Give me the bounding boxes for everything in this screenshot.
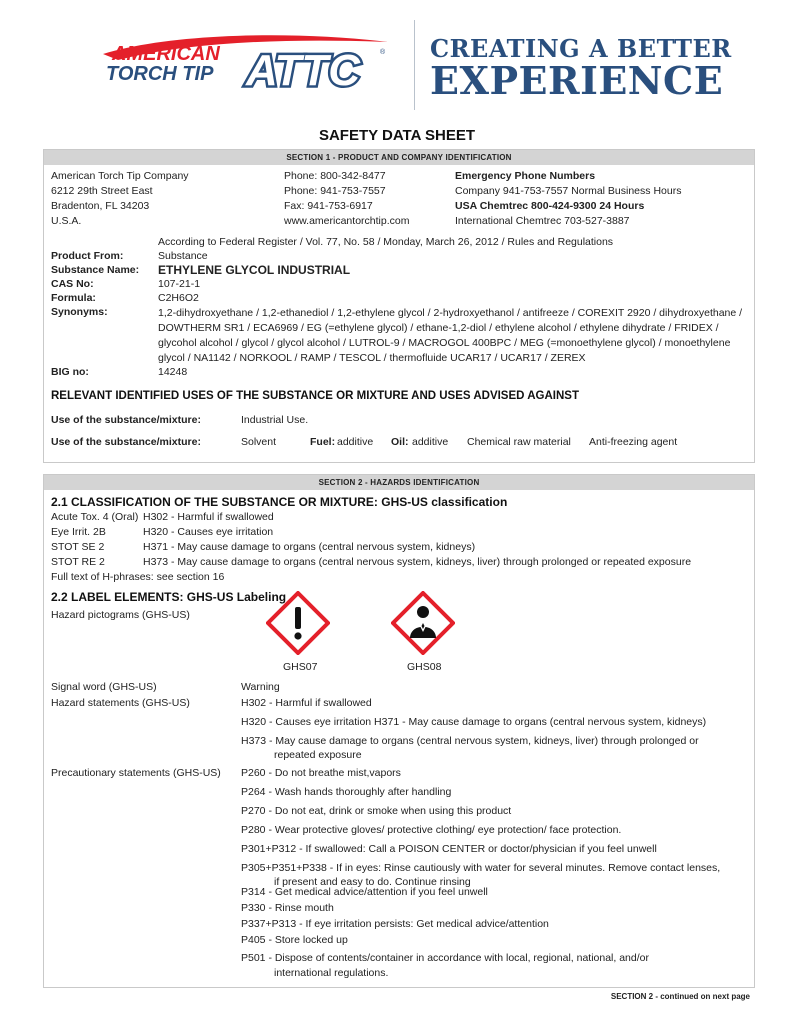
company-logo bbox=[98, 30, 398, 100]
logo-mark-attc: ATTC bbox=[246, 46, 361, 95]
use-label-2: Use of the substance/mixture: bbox=[51, 436, 201, 448]
pictogram-label-ghs07: GHS07 bbox=[283, 661, 318, 673]
contact-phone-1: Phone: 800-342-8477 bbox=[284, 170, 386, 182]
use-fuel-label: Fuel: bbox=[310, 436, 336, 448]
label-elements-title: 2.2 LABEL ELEMENTS: GHS-US Labeling bbox=[51, 590, 287, 604]
use-fuel-value: additive bbox=[337, 436, 374, 448]
section-1-heading: SECTION 1 - PRODUCT AND COMPANY IDENTIFICATION bbox=[44, 150, 754, 165]
hazard-statement-2: H320 - Causes eye irritation H371 - May cause damage to organs (central nervous system, kidneys) bbox=[241, 716, 707, 728]
class-cat-3: STOT SE 2 bbox=[51, 541, 105, 553]
uses-heading: RELEVANT IDENTIFIED USES OF THE SUBSTANCE OR MIXTURE AND USES ADVISED AGAINST bbox=[51, 390, 579, 402]
product-from-value: Substance bbox=[158, 250, 208, 262]
ghs07-exclamation-icon bbox=[266, 591, 330, 655]
use-oil-value: additive bbox=[412, 436, 449, 448]
use-antifreeze: Anti-freezing agent bbox=[589, 436, 678, 448]
tagline-line-1: CREATING A BETTER bbox=[430, 34, 732, 63]
precautionary-11-cont: international regulations. bbox=[274, 967, 389, 979]
logo-text-american: AMERICAN bbox=[112, 43, 220, 65]
formula-value: C2H6O2 bbox=[158, 292, 199, 304]
class-text-4: H373 - May cause damage to organs (central nervous system, kidneys, liver) through prolonged or repeated exposure bbox=[143, 556, 692, 568]
class-text-3: H371 - May cause damage to organs (central nervous system, kidneys) bbox=[143, 541, 476, 553]
emergency-line-2: USA Chemtrec 800-424-9300 24 Hours bbox=[455, 200, 645, 212]
company-name: American Torch Tip Company bbox=[51, 170, 189, 182]
svg-text:®: ® bbox=[380, 49, 386, 56]
precautionary-9: P337+P313 - If eye irritation persists: Get medical advice/attention bbox=[241, 918, 549, 930]
substance-name-value: ETHYLENE GLYCOL INDUSTRIAL bbox=[158, 263, 351, 277]
classification-title: 2.1 CLASSIFICATION OF THE SUBSTANCE OR MIXTURE: GHS-US classification bbox=[51, 495, 508, 509]
hazard-statement-1: H302 - Harmful if swallowed bbox=[241, 697, 372, 709]
company-city: Bradenton, FL 34203 bbox=[51, 200, 150, 212]
precautionary-11: P501 - Dispose of contents/container in accordance with local, regional, national, and/or bbox=[241, 952, 649, 964]
contact-website[interactable]: www.americantorchtip.com bbox=[284, 215, 410, 227]
class-text-1: H302 - Harmful if swallowed bbox=[143, 511, 274, 523]
use-oil-label: Oil: bbox=[391, 436, 409, 448]
precautionary-7: P314 - Get medical advice/attention if you feel unwell bbox=[241, 886, 488, 898]
substance-name-label: Substance Name: bbox=[51, 264, 140, 276]
product-from-label: Product From: bbox=[51, 250, 124, 262]
class-text-2: H320 - Causes eye irritation bbox=[143, 526, 274, 538]
formula-label: Formula: bbox=[51, 292, 96, 304]
hazard-statement-3: H373 - May cause damage to organs (central nervous system, kidneys, liver) through prolonged or bbox=[241, 735, 699, 747]
document-title: SAFETY DATA SHEET bbox=[318, 127, 476, 144]
emergency-title: Emergency Phone Numbers bbox=[455, 170, 596, 182]
use-value-1: Industrial Use. bbox=[241, 414, 309, 426]
precautionary-1: P260 - Do not breathe mist,vapors bbox=[241, 767, 401, 779]
hazard-statements-label: Hazard statements (GHS-US) bbox=[51, 697, 190, 709]
signal-word-label: Signal word (GHS-US) bbox=[51, 681, 157, 693]
company-country: U.S.A. bbox=[51, 215, 82, 227]
contact-fax: Fax: 941-753-6917 bbox=[284, 200, 373, 212]
class-cat-2: Eye Irrit. 2B bbox=[51, 526, 106, 538]
precautionary-8: P330 - Rinse mouth bbox=[241, 902, 334, 914]
emergency-line-1: Company 941-753-7557 Normal Business Hours bbox=[455, 185, 682, 197]
header-divider bbox=[414, 20, 415, 110]
contact-phone-2: Phone: 941-753-7557 bbox=[284, 185, 386, 197]
pictogram-label-ghs08: GHS08 bbox=[407, 661, 442, 673]
full-text-note: Full text of H-phrases: see section 16 bbox=[51, 571, 225, 583]
synonyms-value: 1,2-dihydroxyethane / 1,2-ethanediol / 1,2-ethylene glycol / 2-hydroxyethanol / antifreeze / COREXIT 2920 / dihydroxyethane / DOWTHERM SR1 / ECA6969 / EG (=ethylene glycol) / ethane-1,2-diol / ethylene alcohol / ethylene dihydrate / FRIDEX / glycohol alcohol / glycol / glycol alcohol / LUTROL-9 / MACROGOL 400BPC / MEG (=monoethylene glycol) / monoethylene glycol / NA1142 / NORKOOL / RAMP / TESCOL / thermofluide UCAR17 / UCAR17 / ZEREX bbox=[158, 307, 743, 364]
use-chemical: Chemical raw material bbox=[467, 436, 571, 448]
precautionary-label: Precautionary statements (GHS-US) bbox=[51, 767, 221, 779]
use-label-1: Use of the substance/mixture: bbox=[51, 414, 201, 426]
precautionary-2: P264 - Wash hands thoroughly after handling bbox=[241, 786, 452, 798]
precautionary-4: P280 - Wear protective gloves/ protective clothing/ eye protection/ face protection. bbox=[241, 824, 622, 836]
tagline-line-2: EXPERIENCE bbox=[430, 58, 724, 103]
big-value: 14248 bbox=[158, 366, 188, 378]
class-cat-4: STOT RE 2 bbox=[51, 556, 105, 568]
cas-label: CAS No: bbox=[51, 278, 94, 290]
hazard-statement-3-cont: repeated exposure bbox=[274, 749, 362, 761]
pictograms-label: Hazard pictograms (GHS-US) bbox=[51, 609, 190, 621]
big-label: BIG no: bbox=[51, 366, 89, 378]
synonyms-label: Synonyms: bbox=[51, 306, 108, 318]
section-2-box bbox=[43, 474, 755, 988]
cas-value: 107-21-1 bbox=[158, 278, 201, 290]
use-solvent: Solvent bbox=[241, 436, 277, 448]
precautionary-5: P301+P312 - If swallowed: Call a POISON CENTER or doctor/physician if you feel unwell bbox=[241, 843, 657, 855]
regulation-note: According to Federal Register / Vol. 77, No. 58 / Monday, March 26, 2012 / Rules and Regulations bbox=[158, 236, 614, 248]
emergency-line-3: International Chemtrec 703-527-3887 bbox=[455, 215, 630, 227]
ghs08-health-hazard-icon bbox=[391, 591, 455, 655]
precautionary-6: P305+P351+P338 - If in eyes: Rinse cautiously with water for several minutes. Remove contact lenses, bbox=[241, 862, 721, 874]
precautionary-3: P270 - Do not eat, drink or smoke when using this product bbox=[241, 805, 512, 817]
section-1-box bbox=[43, 149, 755, 463]
precautionary-10: P405 - Store locked up bbox=[241, 934, 348, 946]
logo-text-torch-tip: TORCH TIP bbox=[106, 63, 214, 85]
section-2-heading: SECTION 2 - HAZARDS IDENTIFICATION bbox=[44, 475, 754, 490]
company-street: 6212 29th Street East bbox=[51, 185, 153, 197]
signal-word-value: Warning bbox=[241, 681, 280, 693]
page-footer-note: SECTION 2 - continued on next page bbox=[610, 992, 750, 1001]
precautionary-6-cont: if present and easy to do. Continue rinsing bbox=[274, 876, 471, 888]
class-cat-1: Acute Tox. 4 (Oral) bbox=[51, 511, 139, 523]
